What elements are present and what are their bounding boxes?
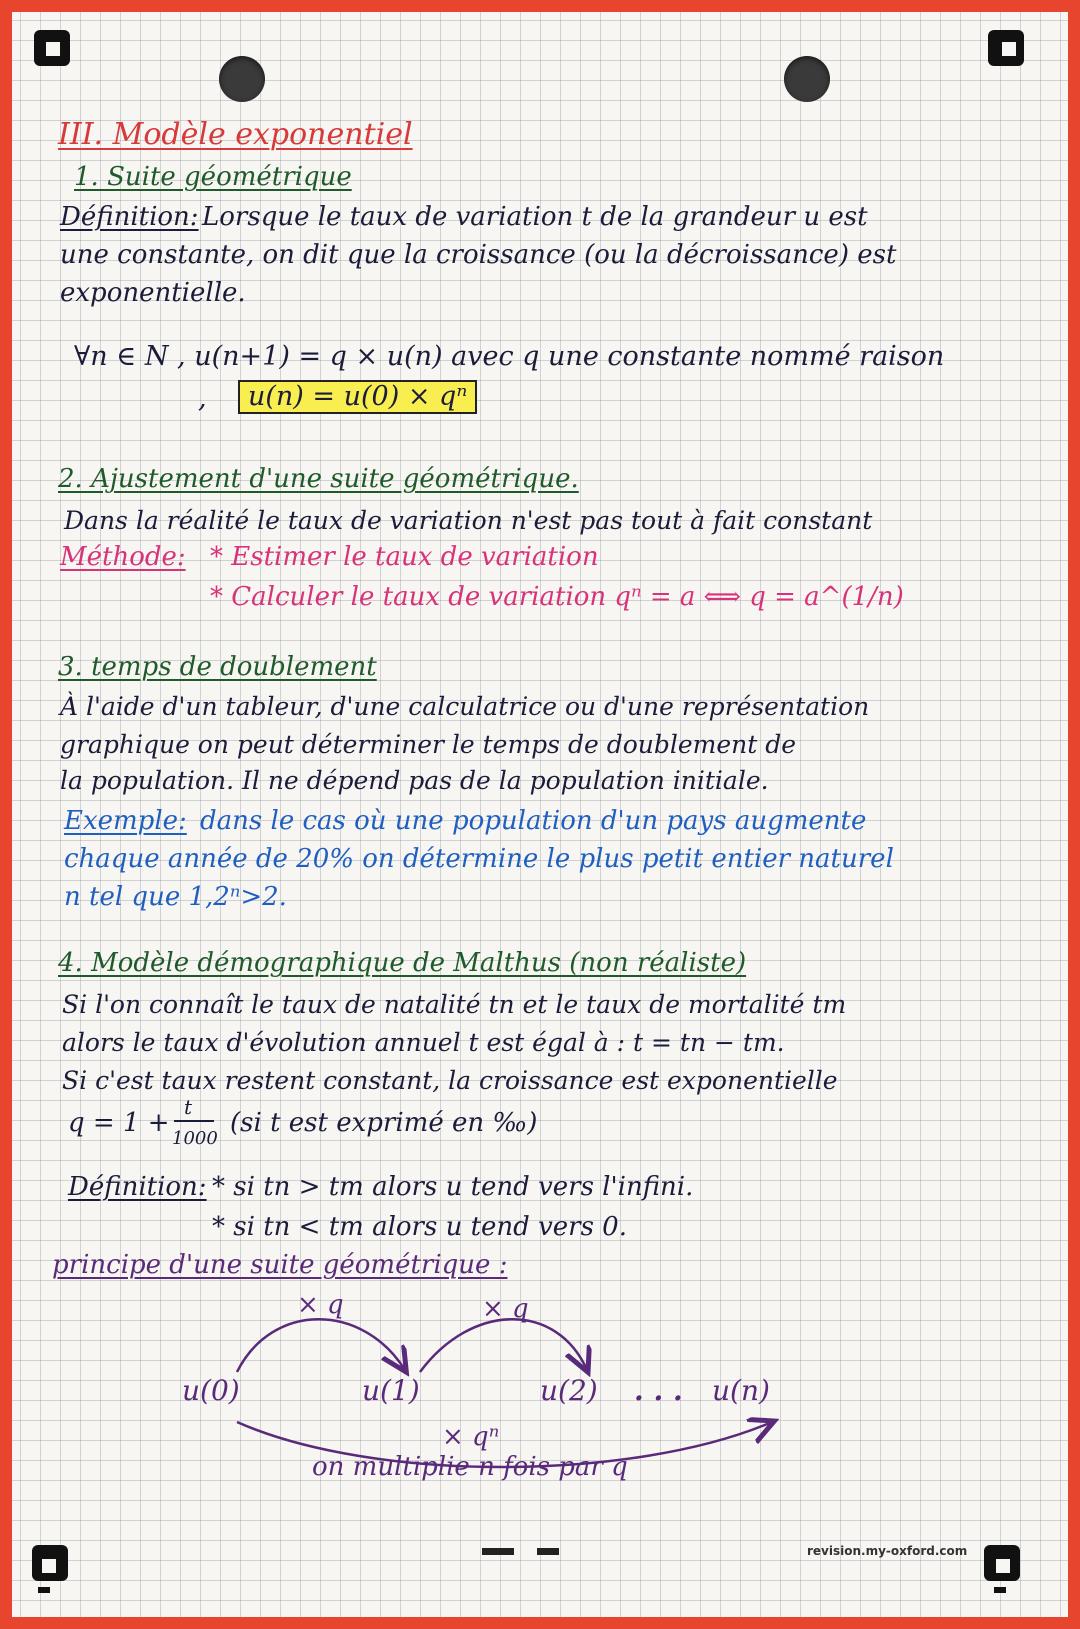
footer-marker-2 bbox=[537, 1548, 559, 1555]
definition-line-1: Lorsque le taux de variation t de la grandeur u est bbox=[202, 202, 868, 232]
arrow-2-label: × q bbox=[482, 1294, 529, 1324]
adjustment-line-1: Dans la réalité le taux de variation n'est pas tout à fait constant bbox=[64, 506, 873, 535]
malthus-line-1: Si l'on connaît le taux de natalité tn et le taux de mortalité tm bbox=[62, 990, 847, 1019]
definition-line-3: exponentielle. bbox=[60, 278, 246, 308]
arrow-u0-u1 bbox=[237, 1319, 405, 1372]
definition-line-2: une constante, on dit que la croissance (ou la décroissance) est bbox=[60, 240, 897, 270]
bottom-arrow-label: × qⁿ bbox=[442, 1422, 500, 1452]
method-step-1: * Estimer le taux de variation bbox=[210, 542, 599, 572]
doubling-line-1: À l'aide d'un tableur, d'une calculatrice ou d'une représentation bbox=[60, 692, 870, 721]
formula-comma: , bbox=[198, 383, 207, 414]
principle-title: principe d'une suite géométrique : bbox=[52, 1250, 508, 1280]
arrow-u1-u2 bbox=[420, 1319, 587, 1372]
definition-label: Définition: bbox=[60, 202, 199, 232]
doubling-line-3: la population. Il ne dépend pas de la population initiale. bbox=[60, 766, 769, 795]
diagram-caption: on multiplie n fois par q bbox=[312, 1452, 628, 1482]
ratio-note: (si t est exprimé en ‰) bbox=[230, 1108, 538, 1138]
example-line-1: dans le cas où une population d'un pays augmente bbox=[200, 806, 867, 836]
ratio-formula: q = 1 + bbox=[68, 1108, 170, 1138]
subsection-1-title: 1. Suite géométrique bbox=[74, 162, 352, 192]
subsection-2-title: 2. Ajustement d'une suite géométrique. bbox=[58, 464, 579, 494]
fraction-denominator: 1000 bbox=[172, 1128, 218, 1149]
term-dots: . . . bbox=[634, 1374, 683, 1407]
example-label: Exemple: bbox=[64, 806, 187, 836]
fraction-numerator: t bbox=[184, 1095, 193, 1119]
notebook-page bbox=[12, 12, 1068, 1617]
footer-site: revision.my-oxford.com bbox=[807, 1544, 968, 1558]
doubling-line-2: graphique on peut déterminer le temps de doublement de bbox=[60, 730, 797, 759]
malthus-line-2: alors le taux d'évolution annuel t est égal à : t = tn − tm. bbox=[62, 1028, 785, 1057]
explicit-formula-box: u(n) = u(0) × qⁿ bbox=[238, 380, 477, 414]
definition-2-label: Définition: bbox=[68, 1172, 207, 1202]
term-u2: u(2) bbox=[540, 1374, 598, 1407]
method-step-2: * Calculer le taux de variation qⁿ = a ⟺ q = a^(1/n) bbox=[210, 582, 904, 612]
example-line-2: chaque année de 20% on détermine le plus petit entier naturel bbox=[64, 844, 894, 874]
recurrence-formula: ∀n ∈ N , u(n+1) = q × u(n) avec q une constante nommé raison bbox=[74, 341, 945, 372]
term-u1: u(1) bbox=[362, 1374, 420, 1407]
example-line-3: n tel que 1,2ⁿ>2. bbox=[64, 882, 287, 912]
definition-2-case-1: * si tn > tm alors u tend vers l'infini. bbox=[212, 1172, 694, 1202]
arrow-1-label: × q bbox=[297, 1290, 344, 1320]
malthus-line-3: Si c'est taux restent constant, la croissance est exponentielle bbox=[62, 1066, 838, 1095]
term-un: u(n) bbox=[712, 1374, 770, 1407]
method-label: Méthode: bbox=[60, 542, 186, 572]
term-u0: u(0) bbox=[182, 1374, 240, 1407]
subsection-4-title: 4. Modèle démographique de Malthus (non réaliste) bbox=[58, 948, 747, 978]
footer-marker-1 bbox=[482, 1548, 514, 1555]
definition-2-case-2: * si tn < tm alors u tend vers 0. bbox=[212, 1212, 627, 1242]
subsection-3-title: 3. temps de doublement bbox=[58, 652, 377, 682]
section-title: III. Modèle exponentiel bbox=[58, 117, 413, 152]
